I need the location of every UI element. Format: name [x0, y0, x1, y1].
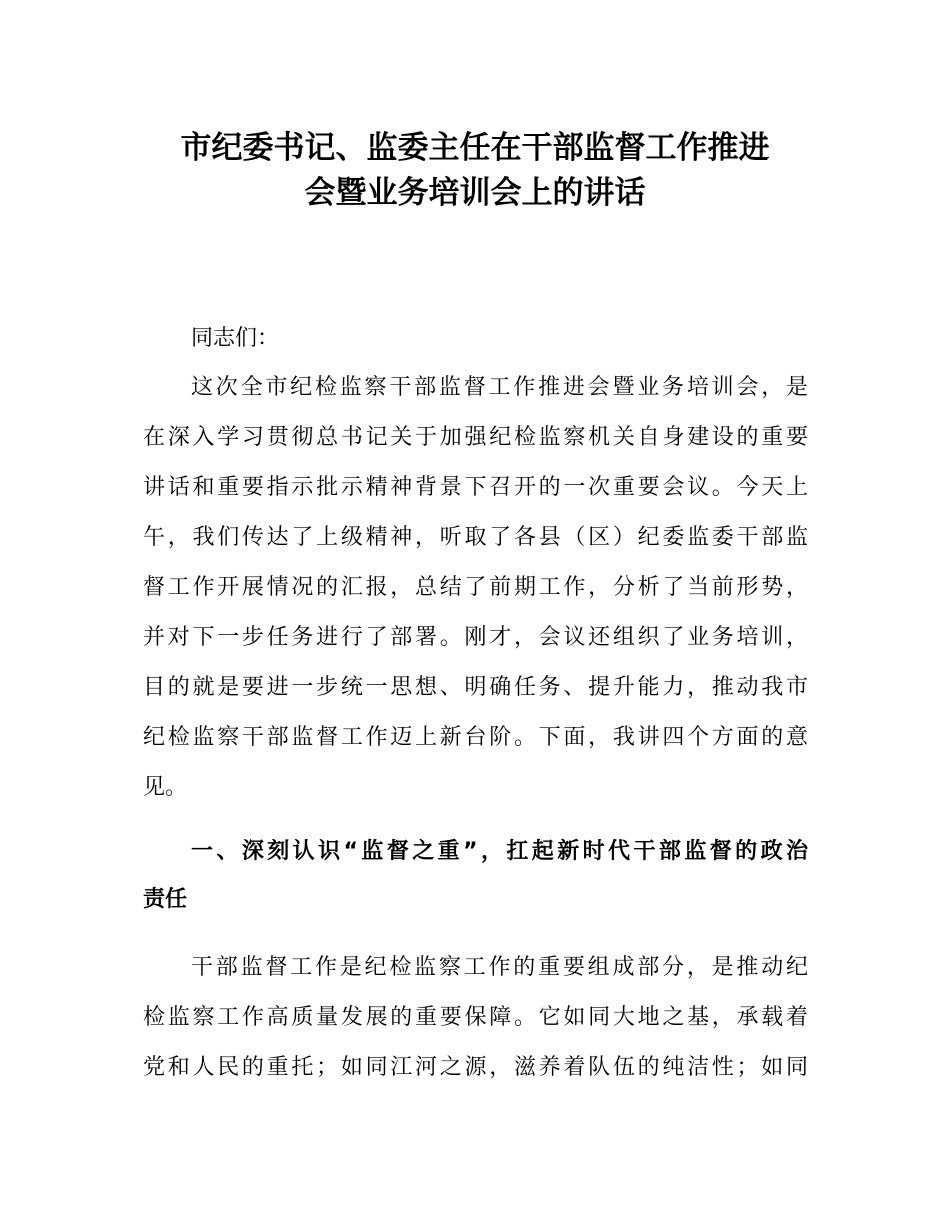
paragraph-line: 目的就是要进一步统一思想、明确任务、提升能力，推动我市	[143, 675, 808, 700]
paragraph-line: 讲话和重要指示批示精神背景下召开的一次重要会议。今天上	[143, 475, 808, 500]
paragraph-line: 并对下一步任务进行了部署。刚才，会议还组织了业务培训，	[143, 625, 808, 650]
paragraph-line: 见。	[143, 775, 188, 800]
salutation: 同志们：	[191, 326, 280, 351]
document-title-line-2: 会暨业务培训会上的讲话	[304, 175, 646, 211]
paragraph-line: 午，我们传达了上级精神，听取了各县（区）纪委监委干部监	[143, 525, 808, 550]
paragraph-line: 党和人民的重托；如同江河之源，滋养着队伍的纯洁性；如同	[143, 1055, 808, 1080]
paragraph-line: 检监察工作高质量发展的重要保障。它如同大地之基，承载着	[143, 1005, 808, 1030]
paragraph-line: 督工作开展情况的汇报，总结了前期工作，分析了当前形势，	[143, 575, 808, 600]
paragraph-line: 干部监督工作是纪检监察工作的重要组成部分，是推动纪	[191, 955, 808, 980]
paragraph-line: 在深入学习贯彻总书记关于加强纪检监察机关自身建设的重要	[143, 425, 808, 450]
heading-line: 一、深刻认识“监督之重”，扛起新时代干部监督的政治	[191, 839, 808, 864]
heading-line: 责任	[143, 887, 188, 912]
paragraph-line: 这次全市纪检监察干部监督工作推进会暨业务培训会，是	[191, 375, 808, 400]
document-title-line-1: 市纪委书记、监委主任在干部监督工作推进	[180, 130, 770, 166]
paragraph-line: 纪检监察干部监督工作迈上新台阶。下面，我讲四个方面的意	[143, 725, 808, 750]
